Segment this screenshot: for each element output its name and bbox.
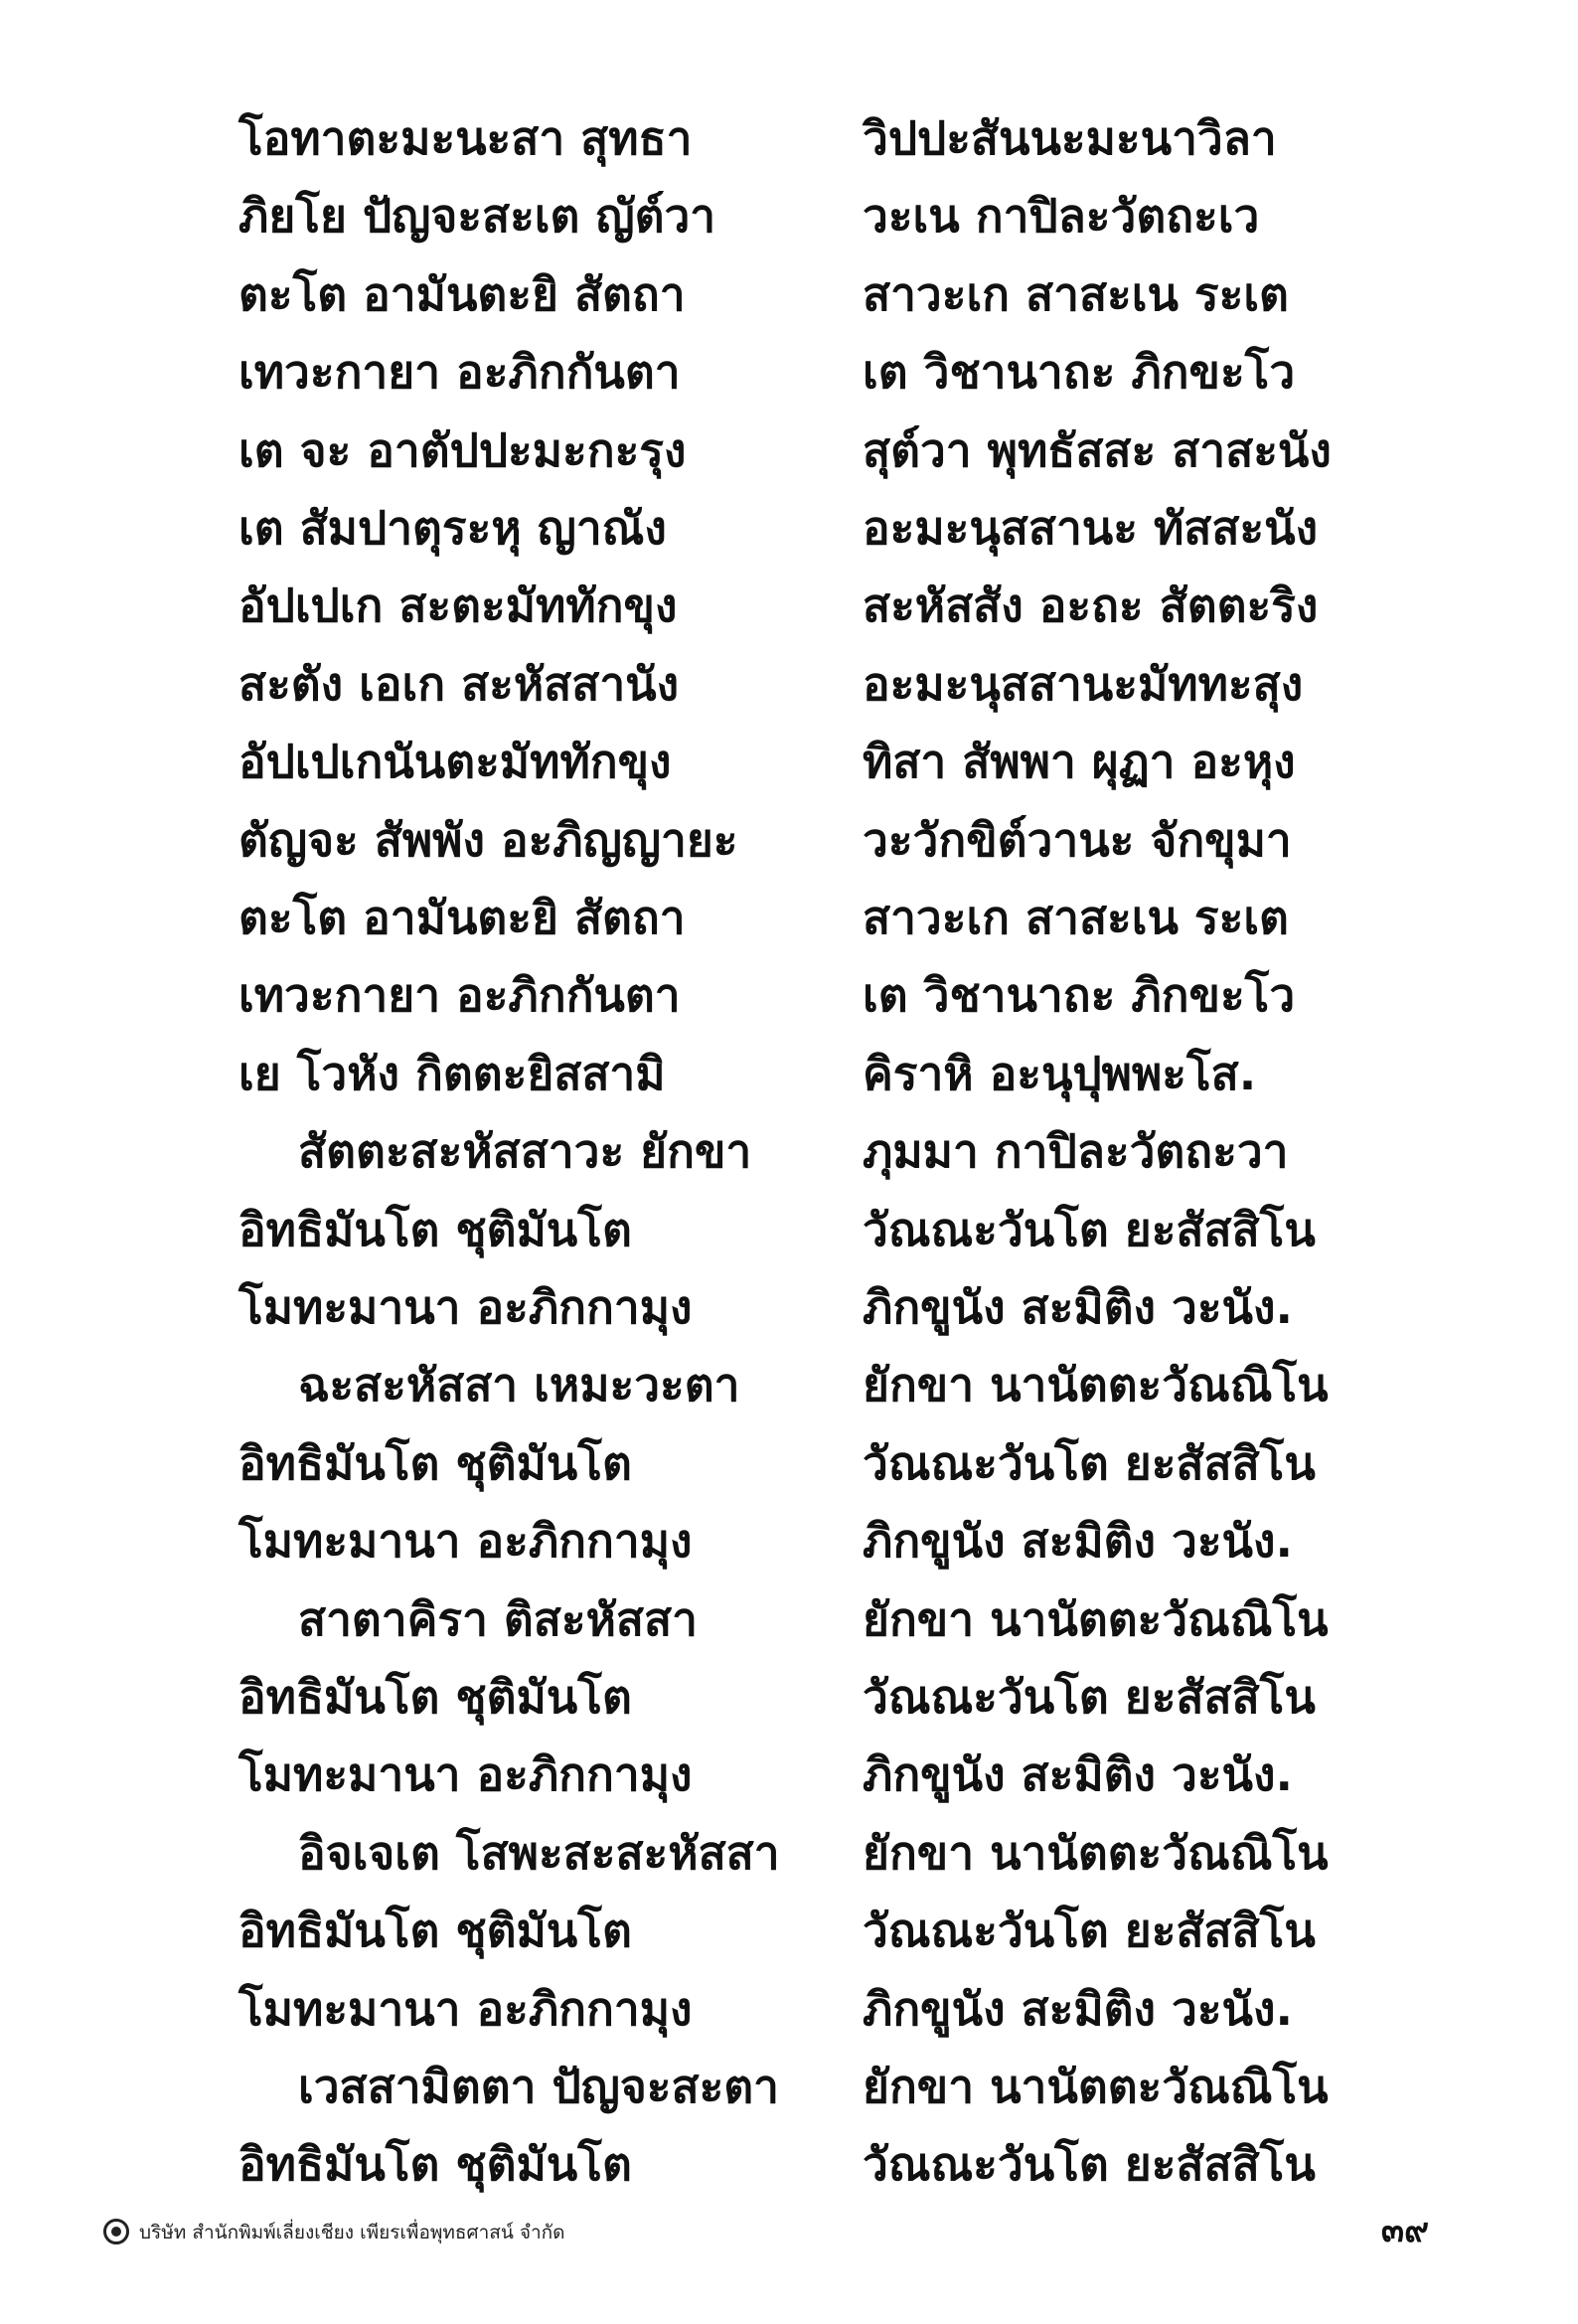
verse-left-line: ภิยโย ปัญจะสะเต ญัต์วา [238, 189, 716, 244]
verse-row [0, 2125, 1578, 2203]
verse-left-line: เต จะ อาตัปปะมะกะรุง [238, 422, 687, 477]
verse-left-line: โมทะมานา อะภิกกามุง [238, 1747, 693, 1802]
verse-left-line: ฉะสะหัสสา เหมะวะตา [298, 1358, 740, 1412]
verse-row [0, 1191, 1578, 1268]
verse-right-line: ยักขา นานัตตะวัณณิโน [863, 2060, 1329, 2113]
verse-right-line: เต วิชานาถะ ภิกขะโว [863, 345, 1296, 400]
verse-row [0, 1580, 1578, 1658]
verse-row [0, 1892, 1578, 1969]
verse-row [0, 567, 1578, 644]
verse-right-line: ยักขา นานัตตะวัณณิโน [863, 1591, 1329, 1646]
verse-row [0, 1736, 1578, 1813]
verse-right-line: ยักขา นานัตตะวัณณิโน [863, 1358, 1329, 1412]
verse-right-line: วะวักขิต์วานะ จักขุมา [863, 812, 1292, 867]
verse-right-line: คิราหิ อะนุปุพพะโส. [863, 1046, 1257, 1100]
verse-right-line: เต วิชานาถะ ภิกขะโว [863, 968, 1296, 1023]
verse-left-line: โอทาตะมะนะสา สุทธา [238, 111, 693, 165]
verse-left-line: อิทธิมันโต ชุติมันโต [238, 1670, 632, 1724]
verse-row [0, 1814, 1578, 1892]
verse-row [0, 645, 1578, 723]
verse-left-line: อิทธิมันโต ชุติมันโต [238, 1435, 632, 1490]
verse-row [0, 1112, 1578, 1190]
page-footer [0, 2211, 1578, 2276]
verse-left-line: โมทะมานา อะภิกกามุง [238, 1514, 693, 1569]
verse-right-line: ยักขา นานัตตะวัณณิโน [863, 1825, 1329, 1880]
verse-right-line: สะหัสสัง อะถะ สัตตะริง [863, 579, 1319, 633]
verse-left-line: อิจเจเต โสพะสะสะหัสสา [298, 1825, 780, 1880]
verse-left-line: เต สัมปาตุระหุ ญาณัง [238, 501, 667, 555]
verse-row [0, 801, 1578, 879]
verse-left-line: เทวะกายา อะภิกกันตา [238, 345, 681, 400]
verse-left-line: เทวะกายา อะภิกกันตา [238, 968, 681, 1023]
verse-right-line: ภิกขูนัง สะมิติง วะนัง. [863, 1747, 1293, 1802]
verse-row [0, 177, 1578, 254]
verse-right-line: วิปปะสันนะมะนาวิลา [863, 111, 1277, 165]
verse-right-line: วัณณะวันโต ยะสัสสิโน [863, 1904, 1316, 1958]
verse-right-line: ภุมมา กาปิละวัตถะวา [863, 1124, 1289, 1179]
verse-right-line: อะมะนุสสานะมัททะสุง [863, 656, 1304, 711]
verse-right-line: ภิกขูนัง สะมิติง วะนัง. [863, 1514, 1293, 1569]
verse-right-line: สุต์วา พุทธัสสะ สาสะนัง [863, 422, 1332, 477]
verse-row [0, 99, 1578, 177]
verse-right-line: ภิกขูนัง สะมิติง วะนัง. [863, 1280, 1293, 1334]
verse-row [0, 1346, 1578, 1423]
verse-left-line: โมทะมานา อะภิกกามุง [238, 1280, 693, 1334]
verse-right-line: ภิกขูนัง สะมิติง วะนัง. [863, 1981, 1293, 2036]
verse-row [0, 1970, 1578, 2048]
verse-right-line: วัณณะวันโต ยะสัสสิโน [863, 2137, 1316, 2192]
verse-row [0, 1268, 1578, 1346]
verse-right-line: วัณณะวันโต ยะสัสสิโน [863, 1670, 1316, 1724]
verse-row [0, 2048, 1578, 2125]
verse-row [0, 1424, 1578, 1502]
verse-left-line: ตะโต อามันตะยิ สัตถา [238, 891, 686, 944]
verse-row [0, 412, 1578, 489]
page-number: ๓๙ [1380, 2211, 1429, 2250]
verse-left-line: สัตตะสะหัสสาวะ ยักขา [298, 1124, 752, 1179]
verse-row [0, 489, 1578, 567]
verse-row [0, 1658, 1578, 1736]
verse-left-line: อิทธิมันโต ชุติมันโต [238, 2137, 632, 2192]
verse-row [0, 333, 1578, 411]
verse-left-line: เวสสามิตตา ปัญจะสะตา [298, 2060, 779, 2113]
verse-right-line: วะเน กาปิละวัตถะเว [863, 189, 1260, 244]
verse-left-line: อิทธิมันโต ชุติมันโต [238, 1904, 632, 1958]
verse-left-line: อิทธิมันโต ชุติมันโต [238, 1202, 632, 1256]
verse-right-line: ทิสา สัพพา ผุฏา อะหุง [863, 735, 1296, 789]
verse-left-line: อัปเปเกนันตะมัททักขุง [238, 735, 672, 789]
publisher-logo-icon [103, 2219, 129, 2244]
verse-row [0, 255, 1578, 333]
verse-row [0, 879, 1578, 956]
verse-left-line: อัปเปเก สะตะมัททักขุง [238, 579, 678, 633]
verse-left-line: โมทะมานา อะภิกกามุง [238, 1981, 693, 2036]
verse-row [0, 723, 1578, 800]
verse-row [0, 1502, 1578, 1579]
verse-left-line: เย โวหัง กิตตะยิสสามิ [238, 1046, 666, 1100]
verse-right-line: อะมะนุสสานะ ทัสสะนัง [863, 501, 1319, 555]
verse-left-line: สาตาคิรา ติสะหัสสา [298, 1591, 698, 1646]
verse-row [0, 956, 1578, 1034]
verse-left-line: สะตัง เอเก สะหัสสานัง [238, 656, 680, 711]
publisher-name: บริษัท สำนักพิมพ์เลี่ยงเชียง เพียรเพื่อพุทธศาสน์ จำกัด [139, 2222, 565, 2243]
verse-left-line: ตัญจะ สัพพัง อะภิญญายะ [238, 812, 738, 867]
verse-right-line: สาวะเก สาสะเน ระเต [863, 891, 1289, 944]
verse-right-line: วัณณะวันโต ยะสัสสิโน [863, 1202, 1316, 1256]
verse-left-line: ตะโต อามันตะยิ สัตถา [238, 266, 686, 321]
verse-right-line: สาวะเก สาสะเน ระเต [863, 266, 1289, 321]
verse-row [0, 1035, 1578, 1112]
verse-right-line: วัณณะวันโต ยะสัสสิโน [863, 1435, 1316, 1490]
